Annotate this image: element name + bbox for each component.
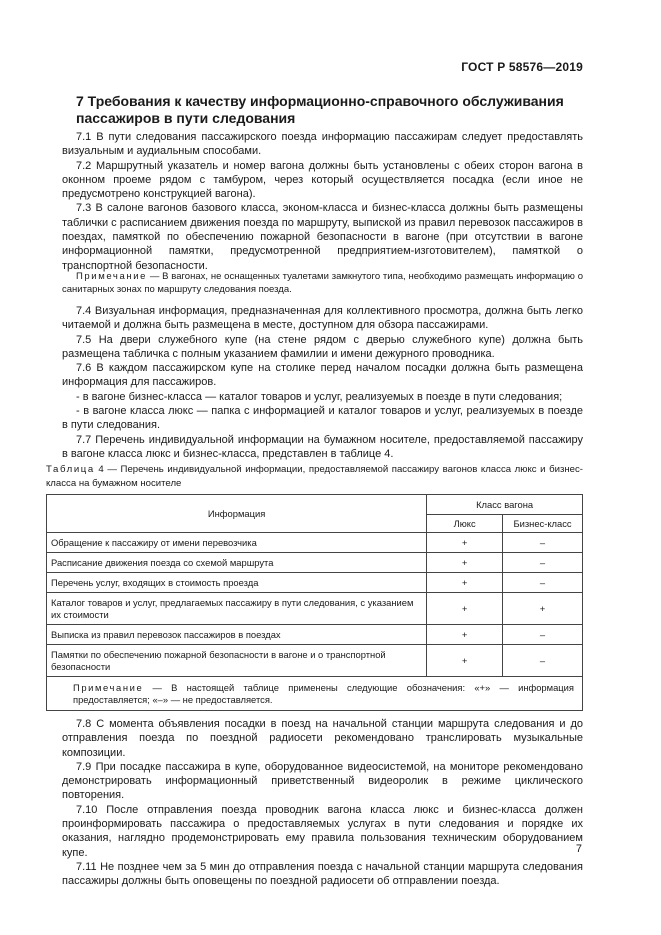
table-row — [47, 645, 583, 677]
note-text: — В вагонах, не оснащенных туалетами замкнутого типа, необходимо размещать информацию о санитарных зонах по маршруту следования поезда. — [62, 271, 583, 295]
section-title: 7 Требования к качеству информационно-справочного обслуживания пассажиров в пути следования — [76, 93, 564, 126]
row-lux: + — [427, 625, 503, 645]
list-item-lux: - в вагоне класса люкс — папка с информацией и каталог товаров и услуг, реализуемых в поезде в пути следования. — [62, 405, 583, 432]
paragraph-7-10: 7.10 После отправления поезда проводник вагона класса люкс и бизнес-класса должен проинформировать пассажира о предоставляемых услугах в пути следования и порядке их оказания, наглядно продемонстрировать ему правила пользования техническим оборудованием купе. — [62, 803, 583, 859]
header-information: Информация — [47, 495, 427, 533]
paragraph-7-6: 7.6 В каждом пассажирском купе на столике перед началом посадки должна быть размещена информация для пассажиров. — [62, 362, 583, 389]
row-business: – — [503, 573, 583, 593]
table-row — [47, 573, 583, 593]
row-lux: + — [427, 553, 503, 573]
header-business: Бизнес-класс — [503, 515, 583, 533]
info-table — [46, 494, 583, 711]
row-lux: + — [427, 573, 503, 593]
standard-number: ГОСТ Р 58576—2019 — [461, 60, 583, 74]
table-note-text: — В настоящей таблице применены следующие обозначения: «+» — информация предоставляется; «–» — не предоставляется. — [73, 681, 574, 705]
paragraph-7-9: 7.9 При посадке пассажира в купе, оборудованное видеосистемой, на мониторе рекомендовано демонстрировать информационный приветственный видеоролик в режиме циклического повторения. — [62, 760, 583, 802]
paragraph-7-11: 7.11 Не позднее чем за 5 мин до отправления поезда с начальной станции маршрута следования пассажиры должны быть оповещены по поездной радиосети об отправлении поезда. — [62, 860, 583, 888]
body-text-top — [62, 130, 583, 273]
paragraph-7-8: 7.8 С момента объявления посадки в поезд на начальной станции маршрута следования и до отправления поезда по поездной радиосети рекомендовано транслировать музыкальные композиции. — [62, 718, 583, 759]
row-info: Памятки по обеспечению пожарной безопасности в вагоне и о транспортной безопасности — [47, 645, 427, 677]
list-item-business: - в вагоне бизнес-класса — каталог товаров и услуг, реализуемых в поезде в пути следования; — [76, 390, 563, 403]
row-business: – — [503, 625, 583, 645]
header-car-class: Класс вагона — [427, 495, 583, 515]
table-row — [47, 533, 583, 553]
paragraph-7-2: 7.2 Маршрутный указатель и номер вагона должны быть установлены с обеих сторон вагона в оконном проеме рядом с тамбуром, через который осуществляется посадка (если иное не предусмотрено конструкцией вагона). — [62, 159, 583, 201]
row-business: – — [503, 533, 583, 553]
row-info: Обращение к пассажиру от имени перевозчика — [47, 533, 427, 553]
header-lux: Люкс — [427, 515, 503, 533]
table-note-row — [47, 677, 583, 711]
table-note-label: Примечание — [73, 681, 144, 693]
paragraph-7-4: 7.4 Визуальная информация, предназначенная для коллективного просмотра, должна быть легко читаемой и должна быть размещена в месте, доступном для обзора пассажирами. — [62, 305, 583, 332]
paragraph-7-5: 7.5 На двери служебного купе (на стене рядом с дверью служебного купе) должна быть размещена табличка с полным указанием фамилии и имени дежурного проводника. — [62, 333, 583, 360]
row-lux: + — [427, 533, 503, 553]
table-caption-label: Таблица — [46, 464, 95, 475]
note-sanitary-zones — [62, 270, 583, 296]
table-caption-text: 4 — Перечень индивидуальной информации, предоставляемой пассажиру вагонов класса люкс и бизнес-класса на бумажном носителе — [46, 464, 583, 489]
table-caption — [46, 463, 583, 491]
row-info: Выписка из правил перевозок пассажиров в поездах — [47, 625, 427, 645]
row-business: + — [503, 593, 583, 625]
row-business: – — [503, 645, 583, 677]
table-row — [47, 593, 583, 625]
row-lux: + — [427, 645, 503, 677]
table-note — [47, 677, 583, 711]
body-text-mid — [62, 304, 583, 461]
body-text-bottom — [62, 717, 583, 889]
page-number: 7 — [575, 843, 582, 855]
row-info: Расписание движения поезда со схемой маршрута — [47, 553, 427, 573]
note-label: Примечание — [76, 271, 147, 282]
paragraph-7-3: 7.3 В салоне вагонов базового класса, эконом-класса и бизнес-класса должны быть размещены таблички с расписанием движения поезда по маршруту, выпиской из правил перевозок пассажиров в поездах, памяткой по обеспечению пожарной безопасности в вагоне (при отсутствии в вагоне информационной памятки, предусмотренной предприятием-изготовителем), памяткой о транспортной безопасности. — [62, 202, 583, 272]
paragraph-7-1: 7.1 В пути следования пассажирского поезда информацию пассажирам следует предоставлять визуальным и аудиальным способами. — [62, 131, 583, 158]
paragraph-7-7: 7.7 Перечень индивидуальной информации на бумажном носителе, предоставляемой пассажиру в вагоне класса люкс и бизнес-класса, представлен в таблице 4. — [62, 433, 583, 460]
row-info: Перечень услуг, входящих в стоимость проезда — [47, 573, 427, 593]
row-lux: + — [427, 593, 503, 625]
row-business: – — [503, 553, 583, 573]
table-row — [47, 553, 583, 573]
table-row — [47, 625, 583, 645]
row-info: Каталог товаров и услуг, предлагаемых пассажиру в пути следования, с указанием их стоимости — [47, 593, 427, 625]
